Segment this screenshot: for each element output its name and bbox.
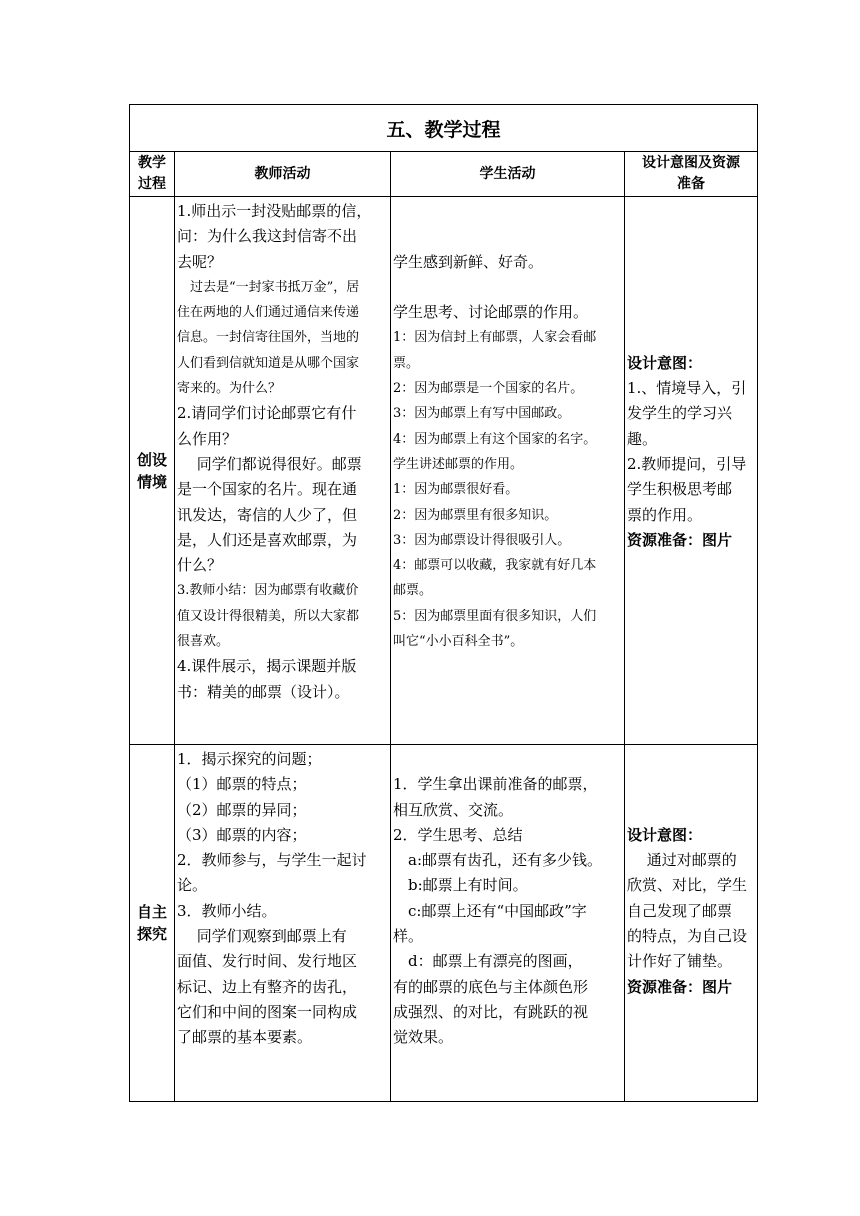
text-line: 学生思考、讨论邮票的作用。 <box>393 303 589 322</box>
text-line: 自己发现了邮票 <box>627 901 733 920</box>
text-line: 觉效果。 <box>393 1028 454 1047</box>
text-line: 讯发达，寄信的人少了，但 <box>177 505 358 524</box>
header-teacher: 教师活动 <box>175 152 391 197</box>
student-text-inquiry <box>391 745 624 1051</box>
design-cell-inquiry <box>625 745 758 1102</box>
text-line: 去呢？ <box>177 252 223 271</box>
text-line: 2．学生思考、总结 <box>393 825 523 844</box>
text-line: 人们看到信就知道是从哪个国家 <box>177 355 360 371</box>
text-line: 的特点，为自己设 <box>627 927 748 946</box>
text-line: 同学们都说得很好。邮票 <box>177 454 362 473</box>
text-line: 发学生的学习兴 <box>627 404 733 423</box>
teacher-text-scenario <box>175 197 390 705</box>
blank-line <box>627 798 755 823</box>
text-line: （3）邮票的内容； <box>177 825 307 844</box>
blank-line <box>627 325 755 350</box>
text-line: 同学们观察到邮票上有 <box>177 927 347 946</box>
text-line: 学生感到新鲜、好奇。 <box>393 252 544 271</box>
text-line: 2.请同学们讨论邮票它有什 <box>177 404 357 423</box>
text-line: 3：因为邮票设计得很吸引人。 <box>393 532 571 548</box>
text-line: 1．学生拿出课前准备的邮票， <box>393 775 598 794</box>
text-line: 信息。一封信寄往国外，当地的 <box>177 330 360 346</box>
text-line: 票的作用。 <box>627 505 703 524</box>
teacher-cell-inquiry <box>175 745 391 1102</box>
text-line: d：邮票上有漂亮的图画， <box>393 952 583 971</box>
text-line: 3．教师小结。 <box>177 901 277 920</box>
stage-inquiry-line1: 自主 <box>136 903 167 921</box>
blank-line <box>627 300 755 325</box>
stage-cell-inquiry <box>130 745 175 1102</box>
text-line: 3.教师小结：因为邮票有收藏价 <box>177 583 359 599</box>
stage-scenario-line2: 情境 <box>136 472 167 491</box>
text-line: 计作好了铺垫。 <box>627 952 733 971</box>
text-line: 样。 <box>393 927 424 946</box>
text-line: 设计意图： <box>627 353 703 372</box>
lesson-process-table <box>129 104 758 1102</box>
stage-cell-scenario <box>130 197 175 745</box>
table-title: 五、教学过程 <box>130 105 758 152</box>
text-line: 面值、发行时间、发行地区 <box>177 952 358 971</box>
text-line: 2：因为邮票里有很多知识。 <box>393 507 558 523</box>
text-line: 什么？ <box>177 556 223 575</box>
blank-line <box>627 772 755 797</box>
teacher-cell-scenario <box>175 197 391 745</box>
text-line: 邮票。 <box>393 583 433 599</box>
text-line: 1：因为信封上有邮票，人家会看邮 <box>393 330 597 346</box>
header-stage-line1: 教学 <box>138 155 166 171</box>
text-line: 1.师出示一封没贴邮票的信， <box>177 202 372 220</box>
blank-line <box>627 275 755 300</box>
text-line: 问：为什么我这封信寄不出 <box>177 227 358 246</box>
blank-line <box>627 199 755 224</box>
text-line: 4：邮票可以收藏，我家就有好几本 <box>393 558 597 574</box>
text-line: 叫它“小小百科全书”。 <box>393 634 524 650</box>
text-line: c:邮票上还有“中国邮政”字 <box>393 901 587 920</box>
text-line: 资源准备：图片 <box>627 530 733 549</box>
header-stage-line2: 过程 <box>138 176 166 192</box>
blank-line <box>393 224 622 249</box>
text-line: 很喜欢。 <box>177 634 230 650</box>
text-line: 书：精美的邮票（设计）。 <box>177 682 350 701</box>
text-line: 资源准备：图片 <box>627 977 733 996</box>
text-line: 论。 <box>177 876 208 895</box>
design-text-scenario <box>625 197 757 553</box>
design-cell-scenario <box>625 197 758 745</box>
text-line: 4：因为邮票上有这个国家的名字。 <box>393 431 597 447</box>
text-line: （1）邮票的特点； <box>177 775 307 794</box>
row-scenario <box>130 197 758 745</box>
text-line: 5：因为邮票里面有很多知识，人们 <box>393 608 597 624</box>
header-stage <box>130 152 175 197</box>
text-line: 了邮票的基本要素。 <box>177 1028 313 1047</box>
blank-line <box>393 275 622 300</box>
text-line: 住在两地的人们通过通信来传递 <box>177 305 360 321</box>
blank-line <box>627 224 755 249</box>
blank-line <box>627 250 755 275</box>
text-line: 趣。 <box>627 429 658 448</box>
text-line: 么作用？ <box>177 429 238 448</box>
text-line: 过去是“一封家书抵万金”，居 <box>177 279 360 295</box>
text-line: 2．教师参与，与学生一起讨 <box>177 851 367 870</box>
header-row <box>130 152 758 197</box>
text-line: 1.、情境导入，引 <box>627 379 747 398</box>
blank-line <box>393 747 622 772</box>
design-text-inquiry <box>625 745 757 1000</box>
text-line: 学生讲述邮票的作用。 <box>393 456 524 472</box>
blank-line <box>627 747 755 772</box>
text-line: 1．揭示探究的问题； <box>177 750 322 768</box>
text-line: 4.课件展示，揭示课题并版 <box>177 657 357 676</box>
text-line: 是一个国家的名片。现在通 <box>177 480 358 499</box>
title-row <box>130 105 758 152</box>
text-line: 成强烈、的对比，有跳跃的视 <box>393 1002 589 1021</box>
text-line: 是，人们还是喜欢邮票，为 <box>177 530 358 549</box>
text-line: a:邮票有齿孔，还有多少钱。 <box>393 851 602 870</box>
text-line: 通过对邮票的 <box>627 851 737 870</box>
teacher-text-inquiry <box>175 745 390 1051</box>
text-line: 它们和中间的图案一同构成 <box>177 1002 358 1021</box>
text-line: 票。 <box>393 355 420 371</box>
header-student: 学生活动 <box>391 152 625 197</box>
row-inquiry <box>130 745 758 1102</box>
text-line: 欣赏、对比，学生 <box>627 876 748 895</box>
text-line: b:邮票上有时间。 <box>393 876 528 895</box>
header-design <box>625 152 758 197</box>
text-line: （2）邮票的异同； <box>177 800 307 819</box>
text-line: 设计意图： <box>627 825 703 844</box>
text-line: 标记、边上有整齐的齿孔， <box>177 977 358 996</box>
blank-line <box>393 199 622 224</box>
text-line: 3：因为邮票上有写中国邮政。 <box>393 406 571 422</box>
text-line: 有的邮票的底色与主体颜色形 <box>393 977 589 996</box>
stage-scenario-line1: 创设 <box>136 450 167 469</box>
header-design-line1: 设计意图及资源 <box>642 155 740 171</box>
stage-inquiry-line2: 探究 <box>136 925 167 943</box>
text-line: 2.教师提问，引导 <box>627 454 747 473</box>
text-line: 值又设计得很精美，所以大家都 <box>177 608 360 624</box>
student-cell-inquiry <box>391 745 625 1102</box>
student-cell-scenario <box>391 197 625 745</box>
header-design-line2: 准备 <box>677 176 705 192</box>
text-line: 寄来的。为什么？ <box>177 381 282 397</box>
text-line: 1：因为邮票很好看。 <box>393 482 519 498</box>
text-line: 学生积极思考邮 <box>627 480 733 499</box>
text-line: 2：因为邮票是一个国家的名片。 <box>393 381 584 397</box>
student-text-scenario <box>391 197 624 654</box>
text-line: 相互欣赏、交流。 <box>393 800 514 819</box>
